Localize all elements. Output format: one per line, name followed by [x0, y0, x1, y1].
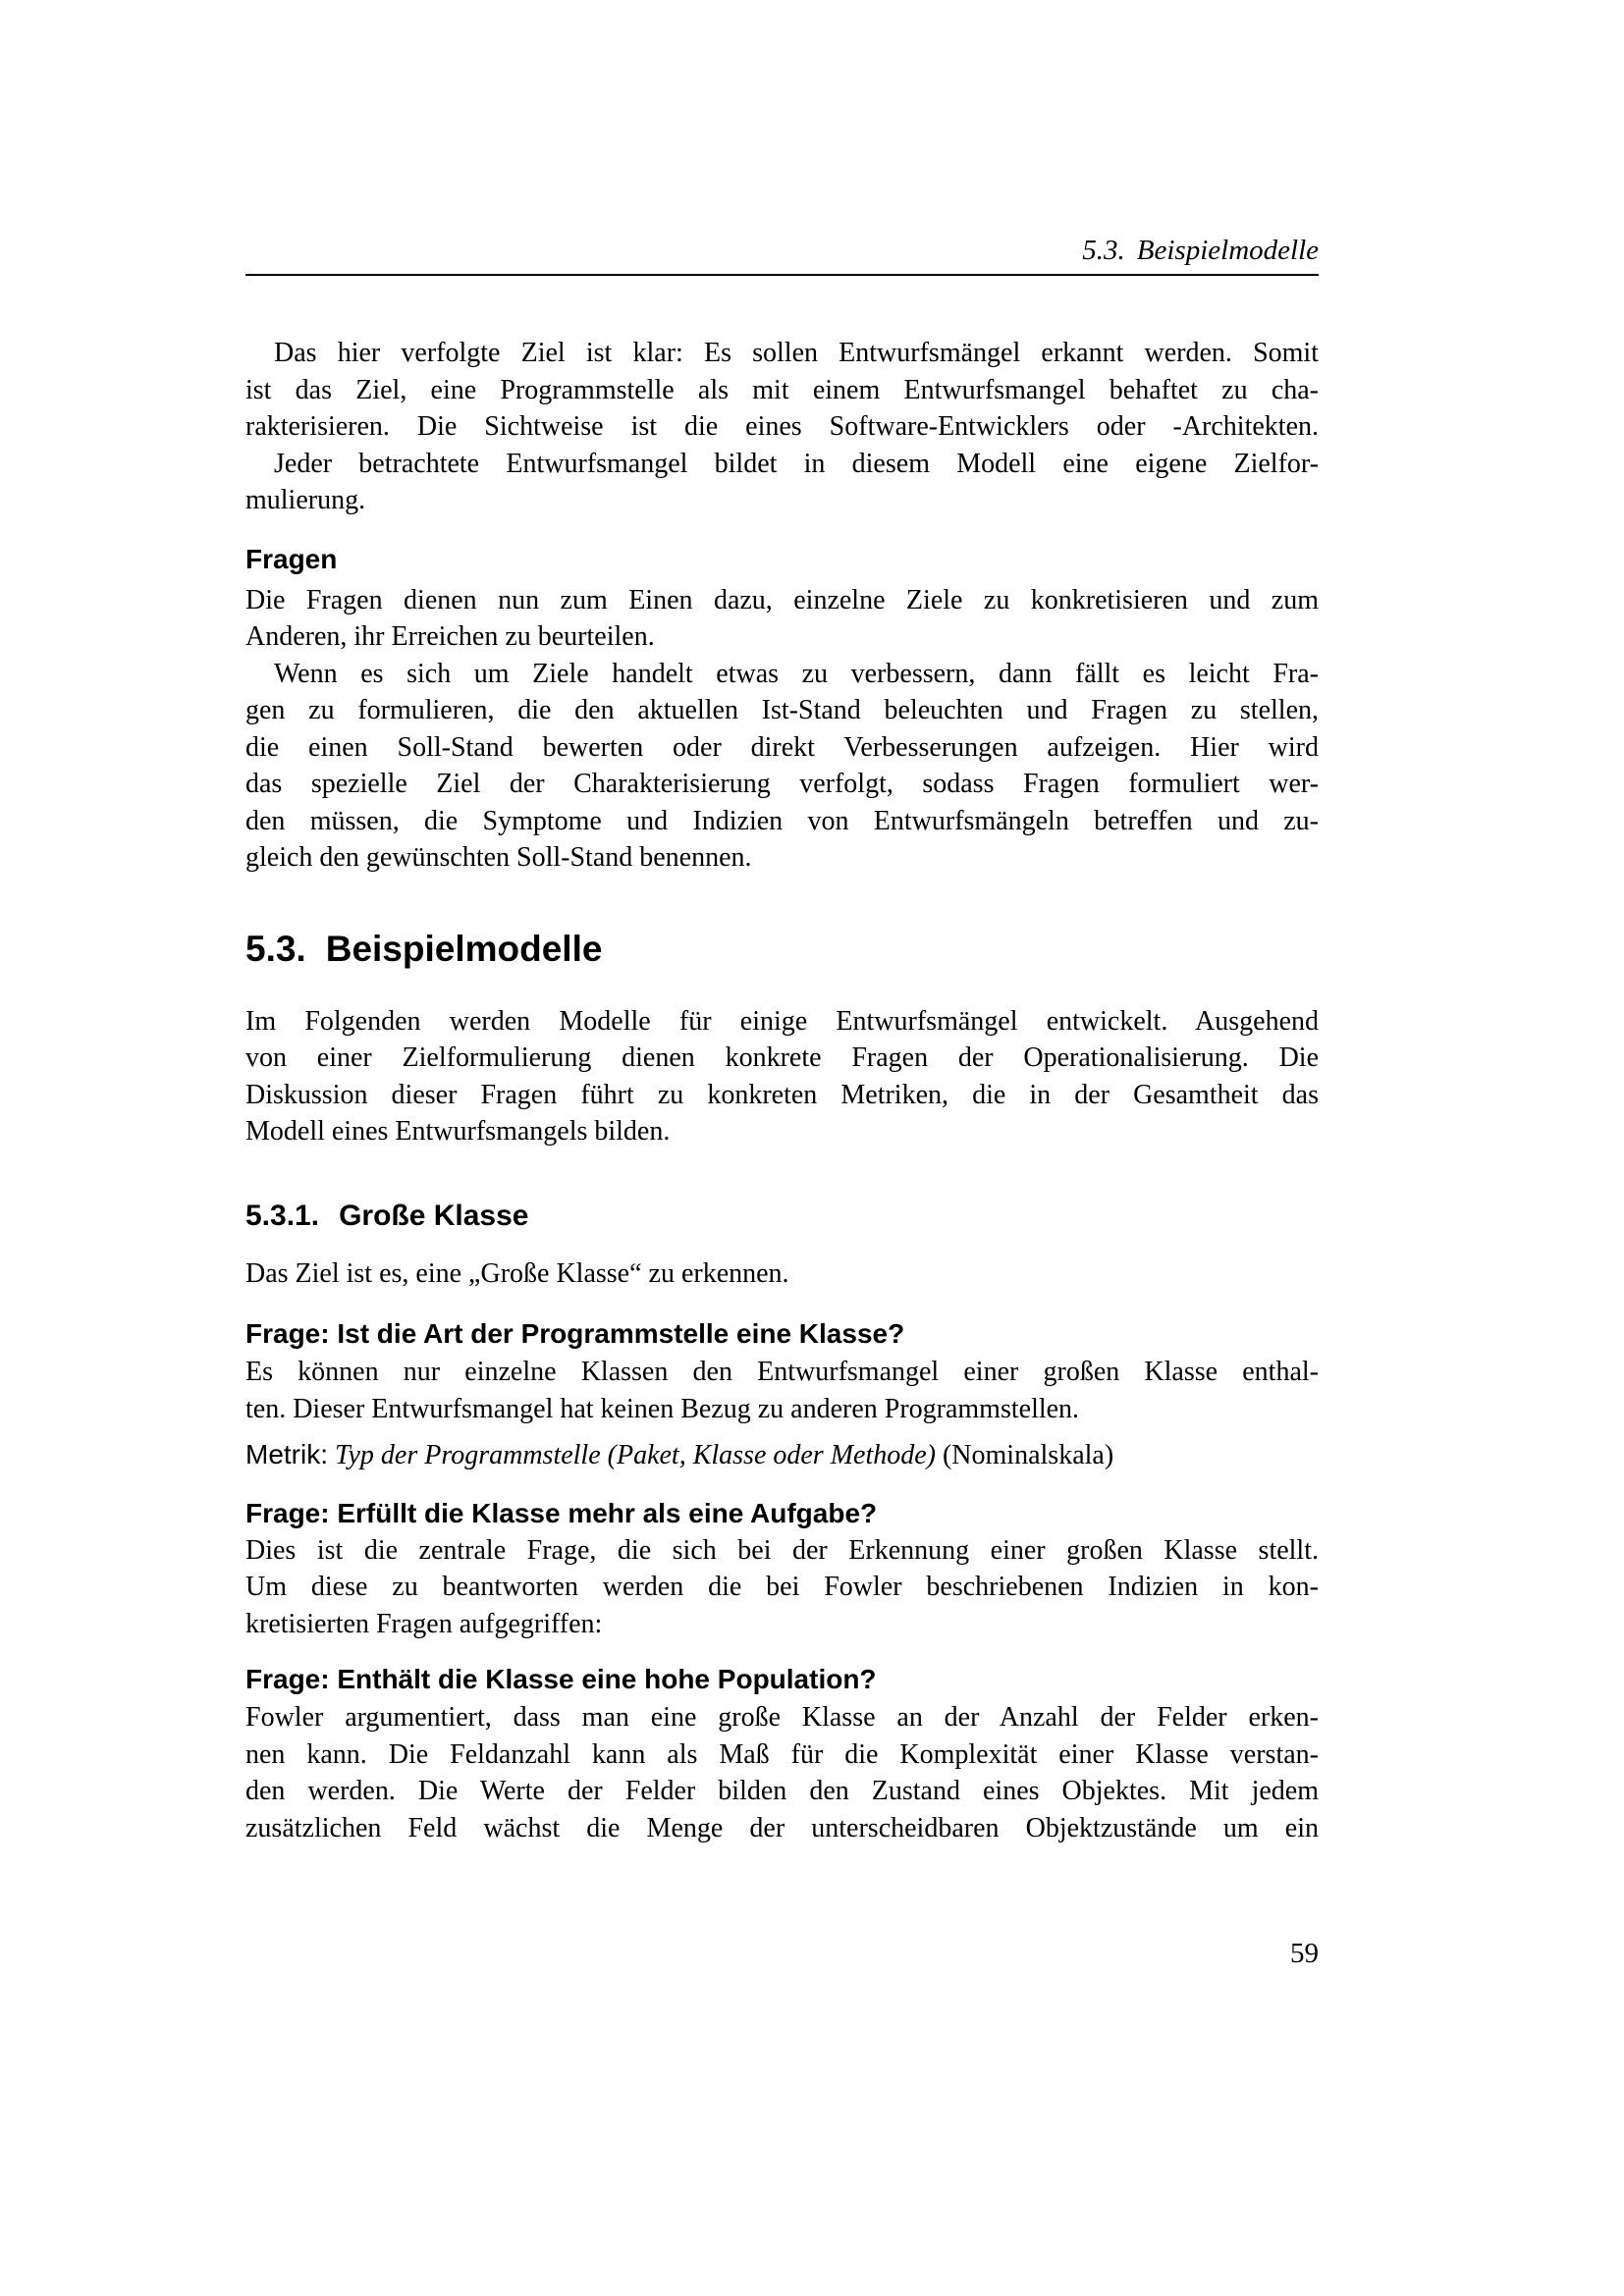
paragraph — [245, 1003, 1319, 1150]
section-title: Beispielmodelle — [325, 928, 603, 969]
text-line: Wenn es sich um Ziele handelt etwas zu verbessern, dann fällt es leicht Fra- — [274, 658, 1319, 689]
subsection-number: 5.3.1. — [245, 1199, 320, 1232]
metrik-value: Typ der Programmstelle (Paket, Klasse oder Methode) — [335, 1440, 936, 1470]
section-heading — [245, 928, 1319, 971]
page-text-block — [245, 0, 1319, 1846]
text-line: Das hier verfolgte Ziel ist klar: Es sollen Entwurfsmängel erkannt werden. Somit — [274, 338, 1319, 368]
running-header — [245, 234, 1319, 267]
text-line: ist das Ziel, eine Programmstelle als mit einem Entwurfsmangel behaftet zu cha- — [245, 374, 1319, 405]
paragraph — [245, 582, 1319, 656]
page-number: 59 — [1290, 1938, 1319, 1969]
subsection-heading — [245, 1198, 1319, 1234]
text-line: Es können nur einzelne Klassen den Entwurfsmangel einer großen Klasse enthal- — [245, 1357, 1319, 1387]
frage-heading: Frage: Enthält die Klasse eine hohe Population? — [245, 1664, 877, 1694]
text-line: den werden. Die Werte der Felder bilden den Zustand eines Objektes. Mit jedem — [245, 1776, 1319, 1806]
paragraph — [245, 1255, 1319, 1293]
text-line: mulierung. — [245, 485, 366, 515]
paragraph — [245, 656, 1319, 877]
frage-heading: Frage: Erfüllt die Klasse mehr als eine Aufgabe? — [245, 1497, 878, 1528]
metrik-line — [245, 1436, 1319, 1474]
text-line: Im Folgenden werden Modelle für einige Entwurfsmängel entwickelt. Ausgehend — [245, 1005, 1319, 1037]
text-line: ten. Dieser Entwurfsmangel hat keinen Bezug zu anderen Programmstellen. — [245, 1393, 1080, 1424]
paragraph — [245, 1532, 1319, 1643]
text-line: Diskussion dieser Fragen führt zu konkreten Metriken, die in der Gesamtheit das — [245, 1079, 1319, 1110]
text-line: Das Ziel ist es, eine „Große Klasse“ zu erkennen. — [245, 1257, 789, 1289]
text-line: gleich den gewünschten Soll-Stand benennen. — [245, 842, 752, 873]
text-line: Fowler argumentiert, dass man eine große Klasse an der Anzahl der Felder erken- — [245, 1702, 1319, 1733]
text-line: den müssen, die Symptome und Indizien von Entwurfsmängeln betreffen und zu- — [245, 805, 1319, 836]
paragraph — [245, 1354, 1319, 1427]
text-line: rakterisieren. Die Sichtweise ist die eines Software-Entwicklers oder -Architekten. — [245, 411, 1319, 442]
header-rule — [245, 274, 1319, 276]
text-line: Dies ist die zentrale Frage, die sich bei der Erkennung einer großen Klasse stellt. — [245, 1534, 1319, 1566]
text-line: Um diese zu beantworten werden die bei Fowler beschriebenen Indizien in kon- — [245, 1572, 1319, 1602]
text-line: Anderen, ihr Erreichen zu beurteilen. — [245, 621, 655, 652]
text-line: die einen Soll-Stand bewerten oder direkt Verbesserungen aufzeigen. Hier wird — [245, 731, 1319, 763]
paragraph — [245, 1699, 1319, 1846]
fragen-heading: Fragen — [245, 543, 338, 574]
text-line: von einer Zielformulierung dienen konkrete Fragen der Operationalisierung. Die — [245, 1042, 1319, 1073]
text-line: nen kann. Die Feldanzahl kann als Maß für die Komplexität einer Klasse verstan- — [245, 1738, 1319, 1770]
text-line: Jeder betrachtete Entwurfsmangel bildet in diesem Modell eine eigene Zielfor- — [274, 448, 1319, 479]
paragraph — [245, 446, 1319, 519]
text-line: Die Fragen dienen nun zum Einen dazu, einzelne Ziele zu konkretisieren und zum — [245, 584, 1319, 615]
running-header-title: Beispielmodelle — [1136, 235, 1319, 266]
text-line: gen zu formulieren, die den aktuellen Ist-Stand beleuchten und Fragen zu stellen, — [245, 695, 1319, 725]
metrik-label: Metrik: — [245, 1439, 328, 1469]
text-line: zusätzlichen Feld wächst die Menge der unterscheidbaren Objektzustände um ein — [245, 1812, 1319, 1843]
text-line: das spezielle Ziel der Charakterisierung verfolgt, sodass Fragen formuliert wer- — [245, 769, 1319, 799]
section-number: 5.3. — [245, 928, 306, 969]
paragraph — [245, 335, 1319, 446]
frage-heading: Frage: Ist die Art der Programmstelle eine Klasse? — [245, 1318, 905, 1349]
text-line: kretisierten Fragen aufgegriffen: — [245, 1608, 603, 1639]
text-line: Modell eines Entwurfsmangels bilden. — [245, 1116, 671, 1147]
subsection-title: Große Klasse — [339, 1199, 529, 1232]
running-header-number: 5.3. — [1082, 235, 1125, 266]
metrik-scale: (Nominalskala) — [942, 1440, 1114, 1470]
